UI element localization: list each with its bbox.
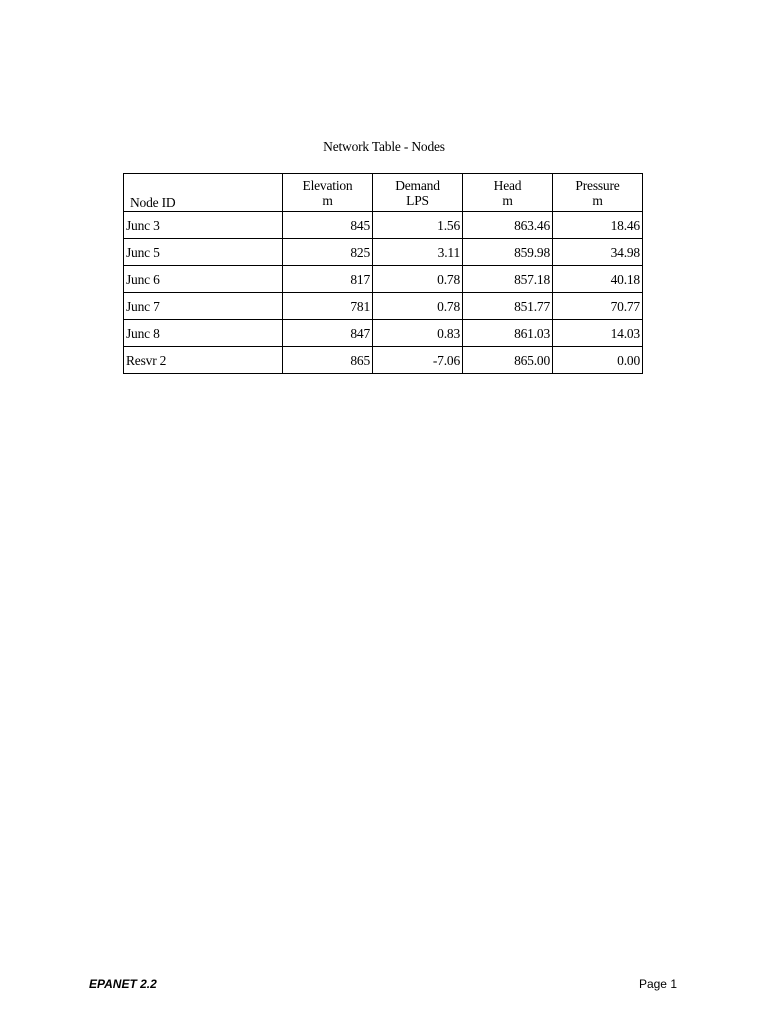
head-cell: 865.00 bbox=[463, 347, 553, 374]
demand-cell: 0.78 bbox=[373, 293, 463, 320]
demand-cell: 3.11 bbox=[373, 239, 463, 266]
node-id-cell: Junc 7 bbox=[124, 293, 283, 320]
head-cell: 857.18 bbox=[463, 266, 553, 293]
node-id-cell: Junc 8 bbox=[124, 320, 283, 347]
node-id-cell: Junc 6 bbox=[124, 266, 283, 293]
node-id-cell: Junc 5 bbox=[124, 239, 283, 266]
footer-page-number: Page 1 bbox=[638, 977, 677, 991]
demand-cell: 1.56 bbox=[373, 212, 463, 239]
column-header-label: Pressure bbox=[575, 178, 620, 193]
pressure-cell: 40.18 bbox=[553, 266, 643, 293]
demand-cell: 0.78 bbox=[373, 266, 463, 293]
pressure-cell: 14.03 bbox=[553, 320, 643, 347]
column-header-unit: m bbox=[502, 193, 513, 208]
demand-cell: -7.06 bbox=[373, 347, 463, 374]
column-header-elevation bbox=[283, 174, 373, 212]
column-header-head bbox=[463, 174, 553, 212]
table-row bbox=[124, 239, 643, 266]
demand-cell: 0.83 bbox=[373, 320, 463, 347]
pressure-cell: 0.00 bbox=[553, 347, 643, 374]
elevation-cell: 865 bbox=[283, 347, 373, 374]
table-row bbox=[124, 347, 643, 374]
head-cell: 859.98 bbox=[463, 239, 553, 266]
elevation-cell: 781 bbox=[283, 293, 373, 320]
table-row bbox=[124, 293, 643, 320]
elevation-cell: 825 bbox=[283, 239, 373, 266]
nodes-table bbox=[123, 173, 643, 374]
report-title: Network Table - Nodes bbox=[323, 139, 445, 154]
table-header-row bbox=[124, 174, 643, 212]
table-row bbox=[124, 266, 643, 293]
column-header-unit: LPS bbox=[406, 193, 429, 208]
head-cell: 851.77 bbox=[463, 293, 553, 320]
table-row bbox=[124, 320, 643, 347]
column-header-unit: m bbox=[322, 193, 333, 208]
column-header-label: Demand bbox=[395, 178, 440, 193]
elevation-cell: 817 bbox=[283, 266, 373, 293]
head-cell: 861.03 bbox=[463, 320, 553, 347]
pressure-cell: 34.98 bbox=[553, 239, 643, 266]
column-header-demand bbox=[373, 174, 463, 212]
column-header-label: Node ID bbox=[130, 195, 176, 210]
column-header-label: Elevation bbox=[302, 178, 353, 193]
elevation-cell: 845 bbox=[283, 212, 373, 239]
column-header-node-id bbox=[124, 174, 283, 212]
pressure-cell: 18.46 bbox=[553, 212, 643, 239]
node-id-cell: Resvr 2 bbox=[124, 347, 283, 374]
elevation-cell: 847 bbox=[283, 320, 373, 347]
column-header-label: Head bbox=[493, 178, 522, 193]
pressure-cell: 70.77 bbox=[553, 293, 643, 320]
table-row bbox=[124, 212, 643, 239]
footer-app-name: EPANET 2.2 bbox=[89, 977, 157, 991]
column-header-pressure bbox=[553, 174, 643, 212]
node-id-cell: Junc 3 bbox=[124, 212, 283, 239]
column-header-unit: m bbox=[592, 193, 603, 208]
head-cell: 863.46 bbox=[463, 212, 553, 239]
